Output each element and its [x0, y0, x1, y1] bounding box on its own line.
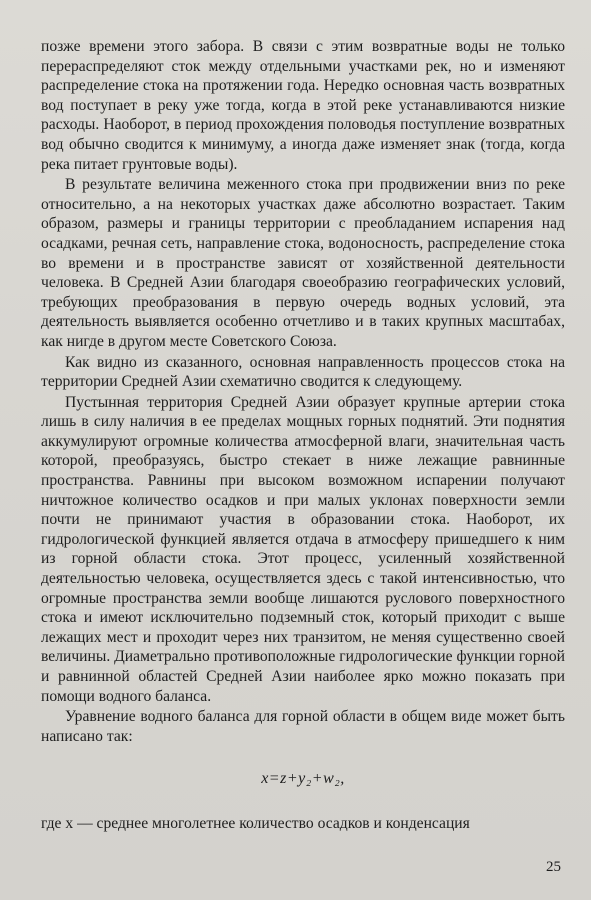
formula-explanation-line: где x — среднее многолетнее количество осадков и конденсация [41, 815, 470, 833]
paragraph-1: позже времени этого забора. В связи с этим возвратные воды не только перераспределяют сток между отдельными участками рек, но и изменяют распределение стока на протяжении года. Нередко основная часть возвратных вод поступает в реку уже тогда, когда в этой реке устанавливаются низкие расходы. Наоборот, в период прохождения половодья поступление возвратных вод обычно сводится к минимуму, а иногда даже изменяет знак (тогда, когда река питает грунтовые воды). [41, 38, 565, 173]
water-balance-formula: x=z+y₂+w₂, [261, 770, 345, 788]
page-number: 25 [546, 859, 561, 875]
paragraph-4: Пустынная территория Средней Азии образует крупные артерии стока лишь в силу наличия в ее пределах мощных горных поднятий. Эти поднятия аккумулируют огромные количества атмосферной влаги, значительная часть которой, преобразуясь, быстро стекает в ниже лежащие равнинные пространства. Равнины при высоком возможном испарении получают ничтожное количество осадков и при малых уклонах поверхности земли почти не принимают участия в образовании стока. Наоборот, их гидрологической функцией является отдача в атмосферу пришедшего к ним из горной области стока. Этот процесс, усиленный хозяйственной деятельностью человека, осуществляется здесь с такой интенсивностью, что огромные пространства земли вообще лишаются руслового поверхностного стока и имеют исключительно подземный сток, который приходит с выше лежащих мест и проходит через них транзитом, не меняя существенно своей величины. Диаметрально противоположные гидрологические функции горной и равнинной областей Средней Азии наиболее ярко можно показать при помощи водного баланса. [41, 393, 565, 705]
paragraph-2: В результате величина меженного стока при продвижении вниз по реке относительно, а на некоторых участках даже абсолютно возрастает. Таким образом, размеры и границы территории с преобладанием испарения над осадками, речная сеть, направление стока, водоносность, распределение стока во времени и в пространстве зависят от хозяйственной деятельности человека. В Средней Азии благодаря своеобразию географических условий, требующих преобразования в первую очередь водных условий, эта деятельность выявляется особенно отчетливо и в таких крупных масштабах, как нигде в другом месте Советского Союза. [41, 176, 565, 350]
paragraph-3: Как видно из сказанного, основная направленность процессов стока на территории Средней Азии схематично сводится к следующему. [41, 353, 565, 391]
paragraph-5: Уравнение водного баланса для горной области в общем виде может быть написано так: [41, 708, 565, 745]
